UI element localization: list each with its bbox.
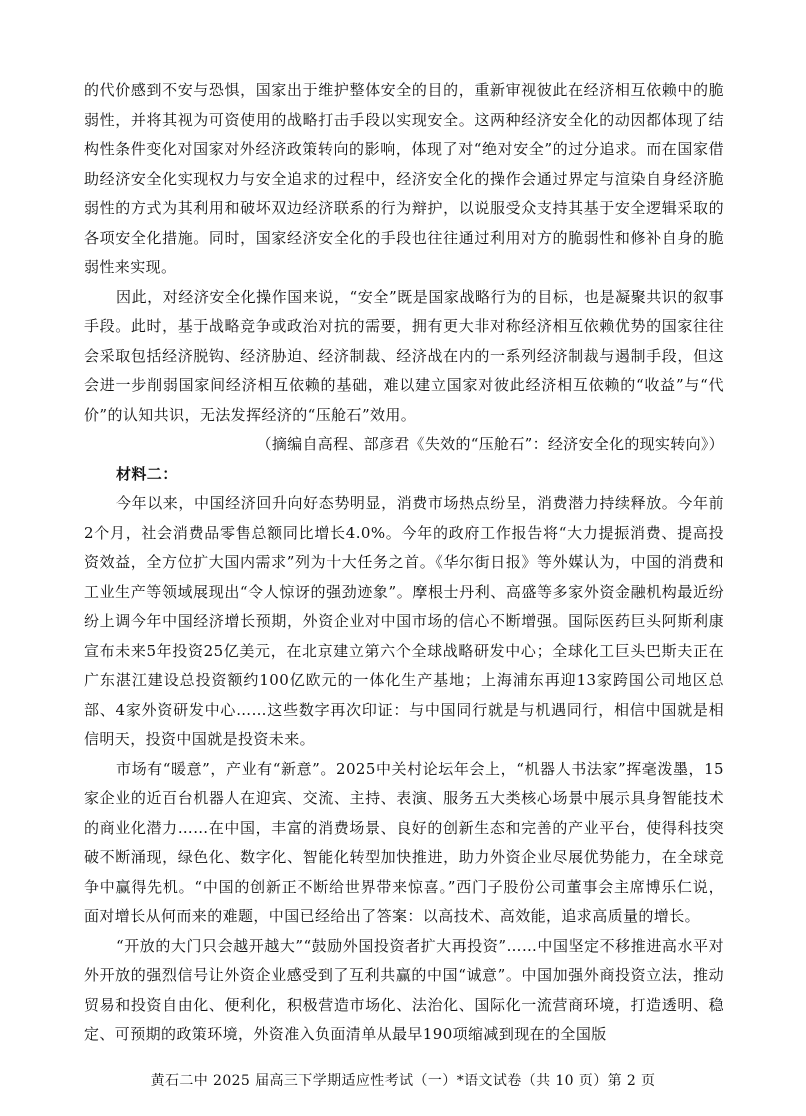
paragraph-conclusion: 因此，对经济安全化操作国来说，“安全”既是国家战略行为的目标，也是凝聚共识的叙事手段。此时，基于战略竞争或政治对抗的需要，拥有更大非对称经济相互依赖优势的国家往往会采取包括经济脱钩、经济胁迫、经济制裁、经济战在内的一系列经济制裁与遏制手段，但这会进一步削弱国家间经济相互依赖的基础，难以建立国家对彼此经济相互依赖的“收益”与“代价”的认知共识，无法发挥经济的“压舱石”效用。: [84, 287, 724, 424]
page-body: [84, 76, 724, 1050]
paragraph-innovation: 市场有“暖意”，产业有“新意”。2025中关村论坛年会上，“机器人书法家”挥毫泼墨，15家企业的近百台机器人在迎宾、交流、主持、表演、服务五大类核心场景中展示具身智能技术的商业化潜力……在中国，丰富的消费场景、良好的创新生态和完善的产业平台，使得科技突破不断涌现，绿色化、数字化、智能化转型加快推进，助力外资企业尽展优势能力，在全球竞争中赢得先机。“中国的创新正不断给世界带来惊喜。”西门子股份公司董事会主席博乐仁说，面对增长从何而来的难题，中国已经给出了答案：以高技术、高效能，追求高质量的增长。: [84, 759, 724, 925]
paragraph-opening-up: “开放的大门只会越开越大”“鼓励外国投资者扩大再投资”……中国坚定不移推进高水平对外开放的强烈信号让外资企业感受到了互利共赢的中国“诚意”。中国加强外商投资立法，推动贸易和投资自由化、便利化，积极营造市场化、法治化、国际化一流营商环境，打造透明、稳定、可预期的政策环境，外资准入负面清单从最早190项缩减到现在的全国版: [84, 936, 724, 1043]
source-citation: （摘编自高程、部彦君《失效的“压舱石”：经济安全化的现实转向》）: [256, 435, 724, 453]
page-footer: 黄石二中 2025 届高三下学期适应性考试（一）*语文试卷（共 10 页）第 2 页: [150, 1073, 656, 1089]
paragraph-consumption: 今年以来，中国经济回升向好态势明显，消费市场热点纷呈，消费潜力持续释放。今年前2个月，社会消费品零售总额同比增长4.0%。今年的政府工作报告将“大力提振消费、提高投资效益，全方位扩大国内需求”列为十大任务之首。《华尔街日报》等外媒认为，中国的消费和工业生产等领域展现出“令人惊讶的强劲迹象”。摩根士丹利、高盛等多家外资金融机构最近纷纷上调今年中国经济增长预期，外资企业对中国市场的信心不断增强。国际医药巨头阿斯利康宣布未来5年投资25亿美元，在北京建立第六个全球战略研发中心；全球化工巨头巴斯夫正在广东湛江建设总投资额约100亿欧元的一体化生产基地；上海浦东再迎13家跨国公司地区总部、4家外资研发中心……这些数字再次印证：与中国同行就是与机遇同行，相信中国就是相信明天，投资中国就是投资未来。: [84, 494, 724, 748]
section-heading-material-2: 材料二：: [116, 464, 178, 483]
paragraph-continuation: 的代价感到不安与恐惧，国家出于维护整体安全的目的，重新审视彼此在经济相互依赖中的脆弱性，并将其视为可资使用的战略打击手段以实现安全。这两种经济安全化的动因都体现了结构性条件变化对国家对外经济政策转向的影响，体现了对“绝对安全”的过分追求。而在国家借助经济安全化实现权力与安全追求的过程中，经济安全化的操作会通过界定与渲染自身经济脆弱性的方式为其利用和破坏双边经济联系的行为辩护，以说服受众支持其基于安全逻辑采取的各项安全化措施。同时，国家经济安全化的手段也往往通过利用对方的脆弱性和修补自身的脆弱性来实现。: [84, 81, 724, 276]
